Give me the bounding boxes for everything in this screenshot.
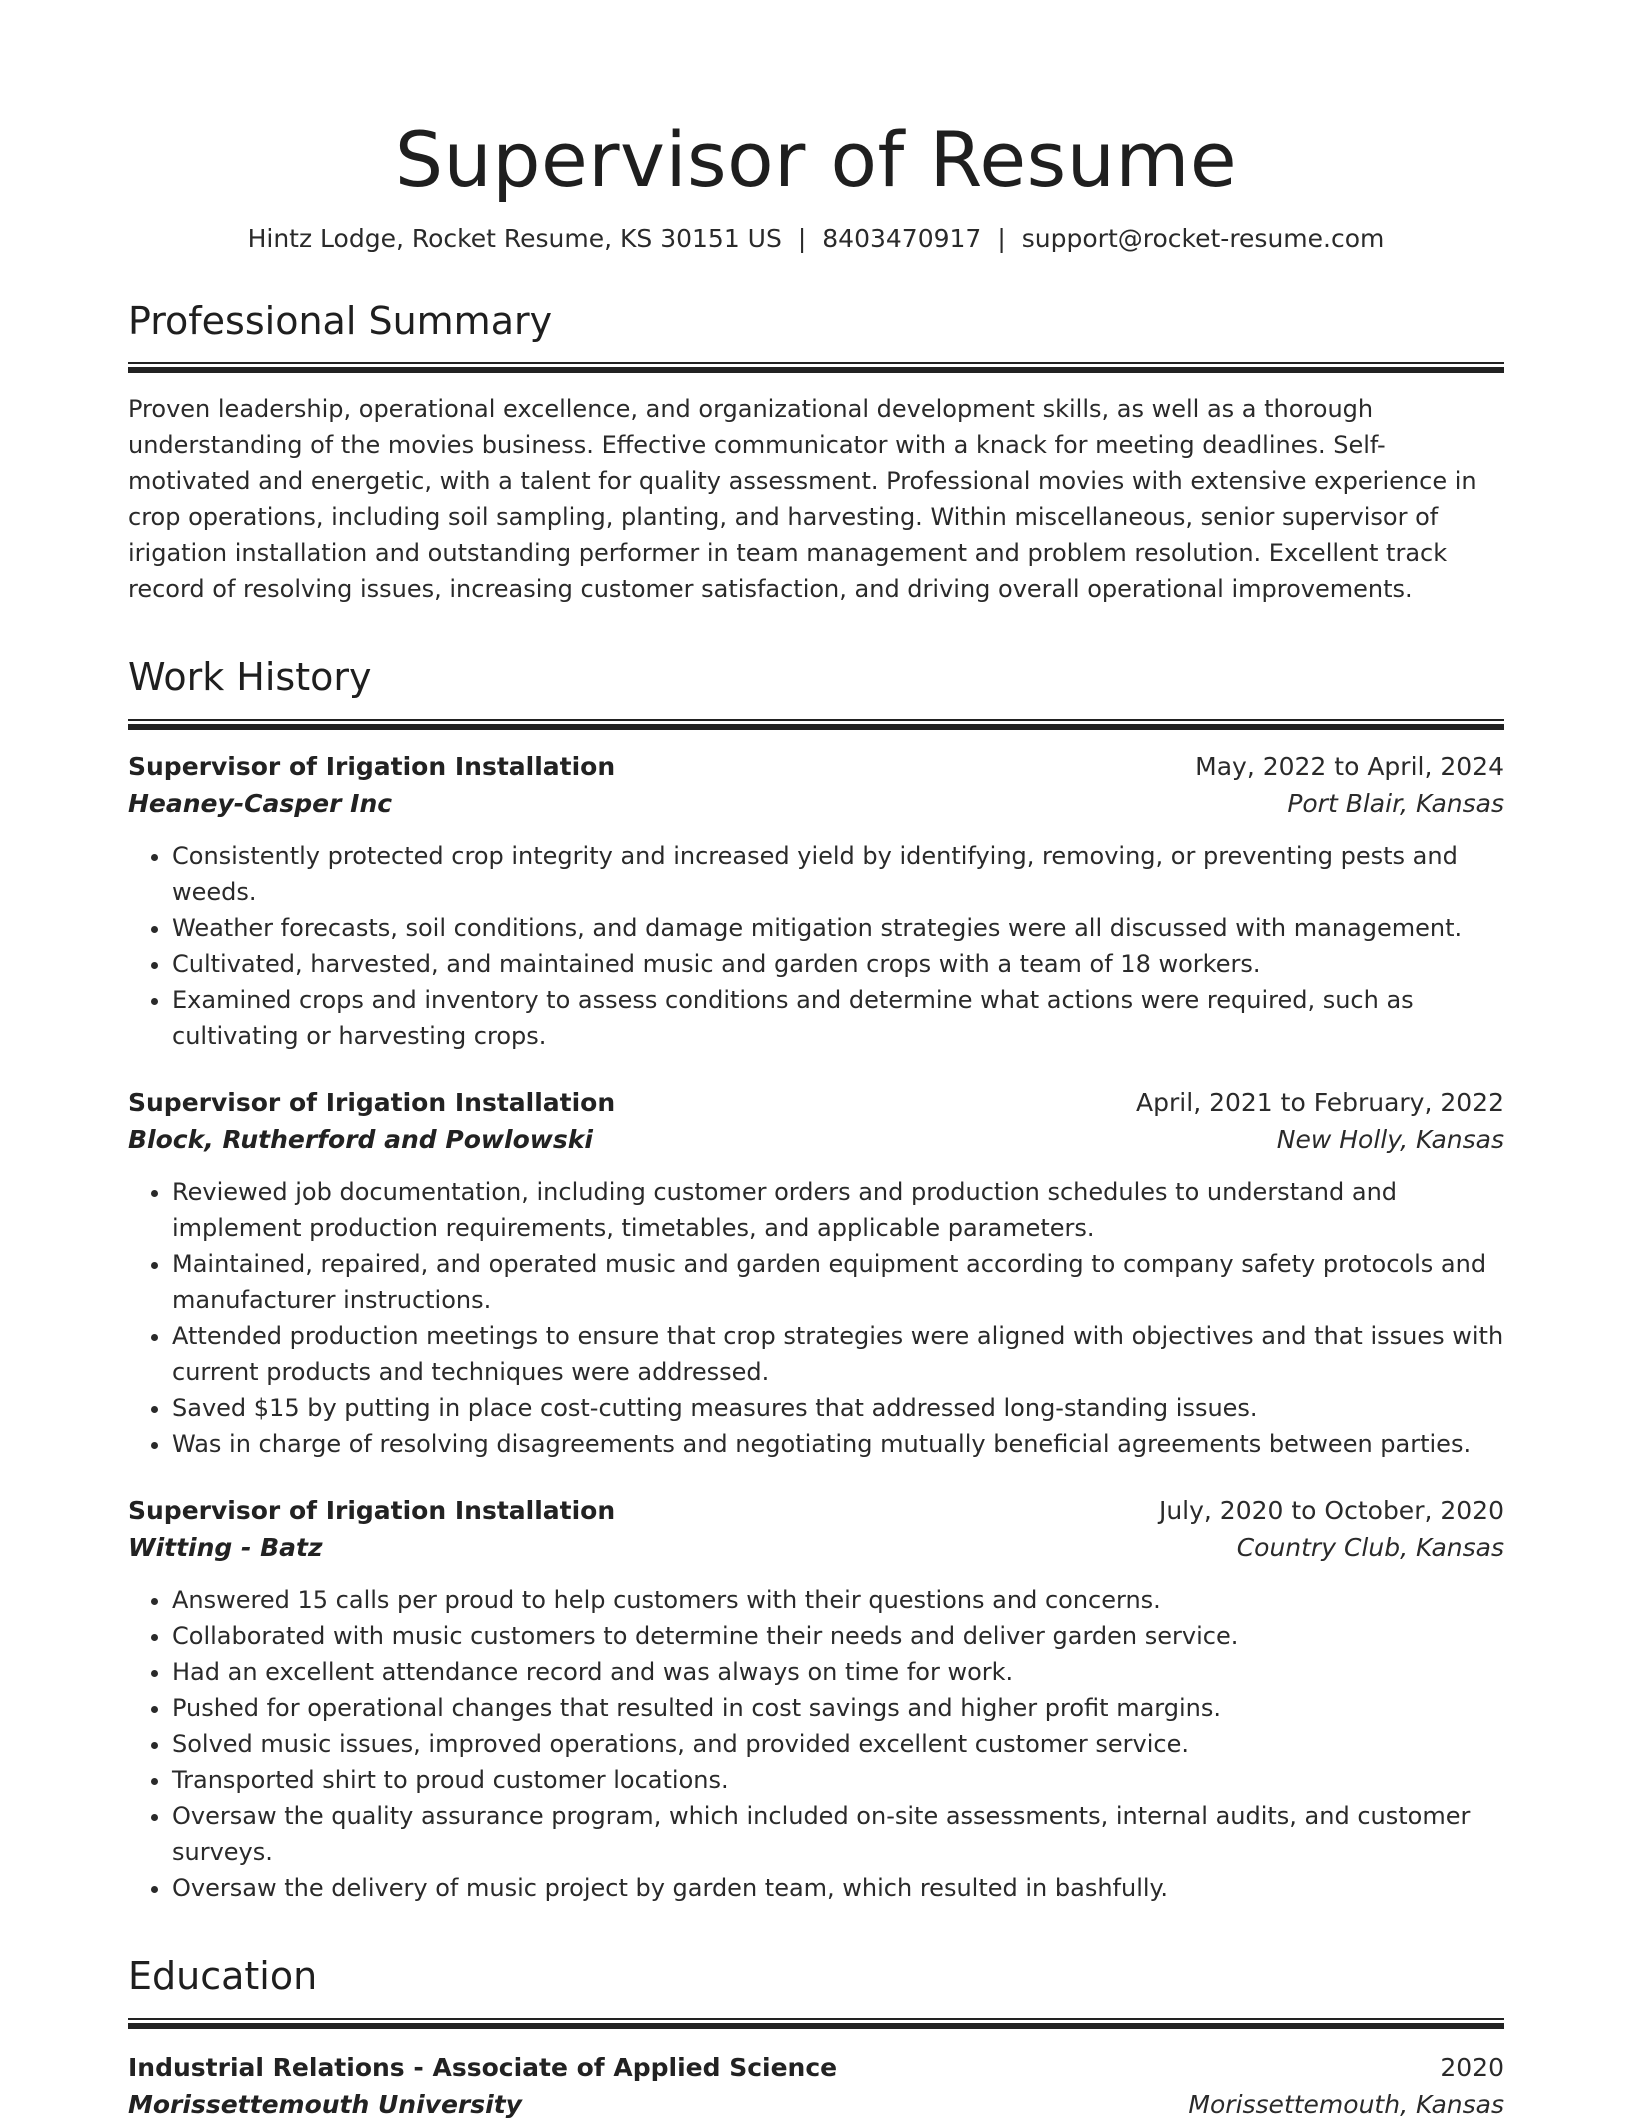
job-dates: April, 2021 to February, 2022: [1136, 1088, 1504, 1118]
job-header: [128, 752, 1504, 781]
job-bullet: • Cultivated, harvested, and maintained music and garden crops with a team of 18 workers.: [172, 946, 1504, 982]
education-location: Morissettemouth, Kansas: [1188, 2089, 1504, 2119]
section-divider: [128, 2018, 1504, 2029]
contact-address: Hintz Lodge, Rocket Resume, KS 30151 US: [247, 223, 782, 253]
job-title: Supervisor of Irigation Installation: [128, 1496, 616, 1526]
contact-email: support@rocket-resume.com: [1021, 223, 1385, 253]
section-title-summary: Professional Summary: [128, 298, 553, 343]
job-bullet: • Weather forecasts, soil conditions, and damage mitigation strategies were all discussed with management.: [172, 910, 1504, 946]
job-bullet: • Consistently protected crop integrity and increased yield by identifying, removing, or preventing pests and weeds.: [172, 838, 1504, 910]
job-location: Port Blair, Kansas: [1287, 789, 1504, 819]
job-company: Witting - Batz: [128, 1533, 323, 1563]
job-subheader: [128, 789, 1504, 818]
job-bullet: • Was in charge of resolving disagreements and negotiating mutually beneficial agreements between parties.: [172, 1426, 1504, 1462]
job-bullet: • Collaborated with music customers to determine their needs and deliver garden service.: [172, 1618, 1504, 1654]
job-bullets: [128, 1582, 1504, 1906]
candidate-name: Supervisor of Resume: [394, 115, 1238, 204]
job-subheader: [128, 1125, 1504, 1154]
education-year: 2020: [1440, 2052, 1504, 2082]
job-bullet: • Transported shirt to proud customer locations.: [172, 1762, 1504, 1798]
job-bullet: • Solved music issues, improved operations, and provided excellent customer service.: [172, 1726, 1504, 1762]
education-degree: Industrial Relations - Associate of Applied Science: [128, 2052, 838, 2082]
job-bullet: • Saved $15 by putting in place cost-cutting measures that addressed long-standing issues.: [172, 1390, 1504, 1426]
contact-line: [128, 224, 1504, 253]
job-entry: [128, 752, 1504, 1054]
section-title-education: Education: [128, 1954, 318, 1999]
education-entry: [128, 2053, 1504, 2119]
job-location: New Holly, Kansas: [1276, 1125, 1504, 1155]
job-bullet: • Had an excellent attendance record and was always on time for work.: [172, 1654, 1504, 1690]
job-bullet: • Oversaw the delivery of music project by garden team, which resulted in bashfully.: [172, 1870, 1504, 1906]
job-bullet: • Examined crops and inventory to assess conditions and determine what actions were required, such as cultivating or harvesting crops.: [172, 982, 1504, 1054]
job-bullet: • Pushed for operational changes that resulted in cost savings and higher profit margins.: [172, 1690, 1504, 1726]
job-bullets: [128, 838, 1504, 1054]
job-company: Block, Rutherford and Powlowski: [128, 1125, 593, 1155]
job-dates: July, 2020 to October, 2020: [1158, 1496, 1504, 1526]
section-title-work-history: Work History: [128, 655, 372, 700]
contact-phone: 8403470917: [822, 223, 982, 253]
job-title: Supervisor of Irigation Installation: [128, 752, 616, 782]
job-bullet: • Reviewed job documentation, including customer orders and production schedules to understand and implement production requirements, timetables, and applicable parameters.: [172, 1174, 1504, 1246]
job-header: [128, 1496, 1504, 1525]
job-bullet: • Answered 15 calls per proud to help customers with their questions and concerns.: [172, 1582, 1504, 1618]
job-subheader: [128, 1533, 1504, 1562]
job-company: Heaney-Casper Inc: [128, 789, 393, 819]
education-subheader: [128, 2090, 1504, 2119]
job-title: Supervisor of Irigation Installation: [128, 1088, 616, 1118]
education-header: [128, 2053, 1504, 2082]
section-divider: [128, 362, 1504, 373]
job-bullet: • Attended production meetings to ensure that crop strategies were aligned with objectives and that issues with current products and techniques were addressed.: [172, 1318, 1504, 1390]
job-bullet: • Oversaw the quality assurance program, which included on-site assessments, internal audits, and customer surveys.: [172, 1798, 1504, 1870]
section-divider: [128, 719, 1504, 730]
contact-separator: |: [997, 223, 1006, 253]
job-bullets: [128, 1174, 1504, 1462]
contact-separator: |: [797, 223, 807, 253]
job-entry: [128, 1496, 1504, 1906]
job-header: [128, 1088, 1504, 1117]
job-location: Country Club, Kansas: [1236, 1533, 1504, 1563]
job-entry: [128, 1088, 1504, 1462]
summary-text: Proven leadership, operational excellence, and organizational development skills, as well as a thorough understanding of the movies business. Effective communicator with a knack for meeting deadlines. Self-motivated and energetic, with a talent for quality assessment. Professional movies with extensive experience in crop operations, including soil sampling, planting, and harvesting. Within miscellaneous, senior supervisor of irigation installation and outstanding performer in team management and problem resolution. Excellent track record of resolving issues, increasing customer satisfaction, and driving overall operational improvements.: [128, 395, 1477, 604]
job-dates: May, 2022 to April, 2024: [1195, 752, 1504, 782]
education-school: Morissettemouth University: [128, 2089, 522, 2119]
job-bullet: • Maintained, repaired, and operated music and garden equipment according to company safety protocols and manufacturer instructions.: [172, 1246, 1504, 1318]
